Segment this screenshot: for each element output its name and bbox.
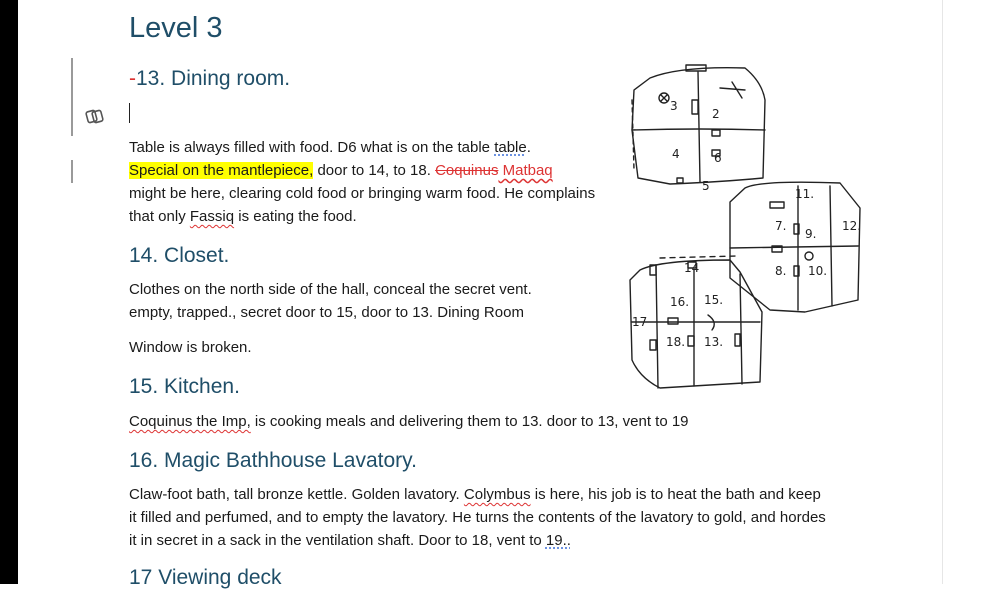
map-label: 5 [702, 179, 710, 193]
change-bar [71, 58, 73, 136]
map-label: 7. [775, 219, 787, 233]
map-label: 2 [712, 107, 720, 121]
map-label: 12. [842, 219, 862, 233]
map-top-block [632, 65, 765, 184]
map-label: 13. [704, 335, 724, 349]
map-label: 8. [775, 264, 787, 278]
map-bottom-block [630, 256, 762, 388]
change-bar [71, 160, 73, 183]
text-run: is cooking meals and delivering them to 13. door to 13, vent to 19 [250, 413, 689, 430]
page-right-margin [942, 0, 1000, 584]
grammar-flag[interactable]: table [494, 139, 527, 156]
tracked-deletion[interactable]: Coquinus [435, 162, 499, 179]
map-label: 18. [666, 335, 686, 349]
spelling-flag[interactable]: Colymbus [463, 486, 531, 503]
hand-drawn-map-image[interactable] [620, 60, 870, 395]
level-heading: Level 3 [129, 12, 223, 44]
section-13-title: 13. Dining room. [136, 67, 291, 90]
text-run: . [526, 139, 531, 156]
text-cursor [129, 103, 130, 123]
map-right-block [730, 182, 860, 312]
section-16-heading: 16. Magic Bathhouse Lavatory. [129, 449, 417, 472]
map-label: 10. [808, 264, 828, 278]
text-run: Claw-foot bath, tall bronze kettle. Golden lavatory. [129, 486, 464, 503]
section-15-heading: 15. Kitchen. [129, 375, 240, 398]
map-label: 9. [805, 227, 817, 241]
text-run: might be here, clearing cold food or bringing warm food. He complains that only [129, 185, 596, 225]
map-label: 15. [704, 293, 724, 307]
map-label: 16. [670, 295, 690, 309]
window-left-edge [0, 0, 18, 584]
map-label: 4 [672, 147, 680, 161]
map-label: 11. [795, 187, 815, 201]
spelling-flag[interactable]: Coquinus the Imp, [129, 413, 251, 430]
text-run: is here, his job is to heat the bath and keep it filled and perfumed, and to empty the lavatory. He turns the contents of the lavatory to gold, and hordes it in secret in a sack in the ventilation shaft. Door to 18, vent to [129, 486, 826, 549]
section-14-body-2[interactable]: Window is broken. [129, 339, 252, 356]
revision-mark: - [129, 67, 136, 90]
map-label: 6 [714, 151, 722, 165]
text-run: Table is always filled with food. D6 what is on the table [129, 139, 495, 156]
highlighted-text: Special on the mantlepiece, [129, 162, 314, 179]
section-13-heading [129, 67, 290, 91]
copilot-icon[interactable] [84, 106, 106, 128]
text-run: is eating the food. [234, 208, 357, 225]
section-14-heading: 14. Closet. [129, 244, 230, 267]
section-16-body[interactable] [129, 483, 829, 552]
text-run: door to 14, to 18. [313, 162, 436, 179]
grammar-flag[interactable]: 19.. [545, 532, 571, 549]
section-17-heading: 17 Viewing deck [129, 566, 282, 589]
map-label: 14 [684, 261, 700, 275]
tracked-insertion[interactable]: Matbaq [498, 162, 553, 179]
spelling-flag[interactable]: Fassiq [189, 208, 235, 225]
section-15-body[interactable] [129, 410, 689, 433]
section-14-body[interactable]: Clothes on the north side of the hall, conceal the secret vent. empty, trapped., secret door to 15, door to 13. Dining Room [129, 281, 532, 321]
map-label: 17 [632, 315, 648, 329]
section-13-body[interactable] [129, 136, 609, 228]
map-room-labels [632, 99, 861, 349]
map-label: 3 [670, 99, 678, 113]
